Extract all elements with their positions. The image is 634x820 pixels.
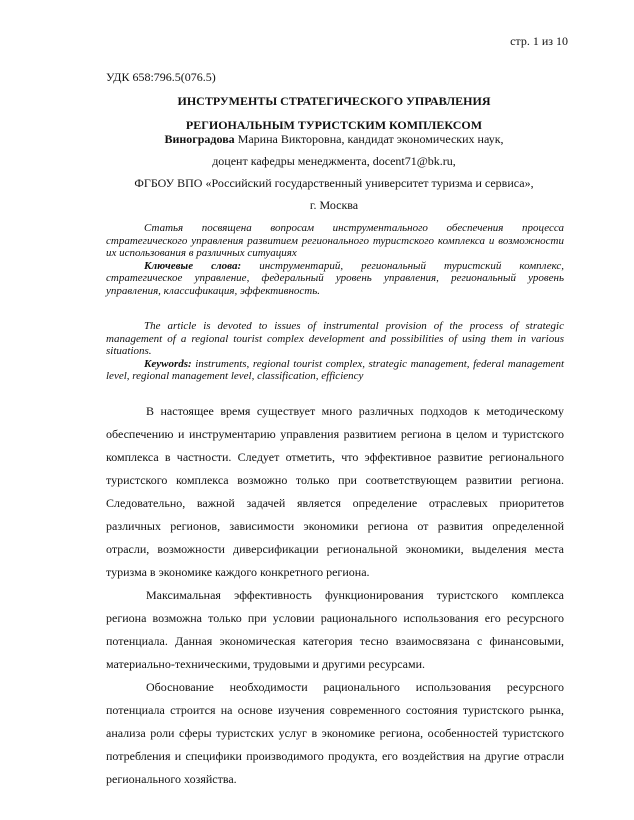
keywords-en (106, 358, 564, 383)
author-details: Марина Викторовна, кандидат экономических наук, (234, 132, 504, 146)
title-line-1: ИНСТРУМЕНТЫ СТРАТЕГИЧЕСКОГО УПРАВЛЕНИЯ (177, 94, 491, 108)
abstract-english (106, 320, 564, 383)
abstract-en-text: The article is devoted to issues of instrumental provision of the process of strategic management of a regional tourist complex development and possibilities of using them in various situations. (106, 320, 564, 357)
keywords-en-text: instruments, regional tourist complex, strategic management, federal management level, regional management level, classification, efficiency (106, 357, 564, 382)
page-number: стр. 1 из 10 (510, 34, 568, 48)
abstract-ru-text: Статья посвящена вопросам инструментального обеспечения процесса стратегического управления развитием регионального туристского комплекса и возможности их использования в различных ситуациях (106, 222, 564, 259)
body-paragraph-3: Обоснование необходимости рационального использования ресурсного потенциала строится на основе изучения современного состояния туристского рынка, анализа роли сферы туристских услуг в экономике региона, особенностей туристского потребления и специфики производимого продукта, его воздействия на другие отрасли регионального хозяйства. (106, 680, 564, 786)
abstract-russian (106, 222, 564, 297)
author-city: г. Москва (309, 198, 359, 212)
title-line-2: РЕГИОНАЛЬНЫМ ТУРИСТСКИМ КОМПЛЕКСОМ (185, 118, 483, 132)
keywords-ru (106, 260, 564, 298)
udk-code: УДК 658:796.5(076.5) (106, 70, 216, 84)
author-organization: ФГБОУ ВПО «Российский государственный университет туризма и сервиса», (134, 176, 534, 190)
keywords-ru-label: Ключевые слова: (144, 259, 242, 272)
author-line (106, 132, 562, 147)
author-position: доцент кафедры менеджмента, docent71@bk.ru, (212, 154, 456, 168)
body-paragraph-2: Максимальная эффективность функционирования туристского комплекса региона возможна только при условии рационального использования его ресурсного потенциала. Данная экономическая категория тесно взаимосвязана с финансовыми, материально-техническими, трудовыми и другими ресурсами. (106, 588, 564, 671)
keywords-ru-text: инструментарий, региональный туристский комплекс, стратегическое управление, федеральный уровень управления, региональный уровень управления, классификация, эффективность. (106, 259, 564, 297)
author-surname: Виноградова (164, 132, 235, 146)
body-paragraph-1: В настоящее время существует много различных подходов к методическому обеспечению и инструментарию управления развитием региона в целом и туристского комплекса в частности. Следует отметить, что эффективное развитие регионального туристского комплекса возможно только при соответствующем развитии региона. Следовательно, важной задачей является определение отраслевых приоритетов различных регионов, зависимости экономики региона от развития определенной отрасли, возможности диверсификации региональной экономики, выделения места туризма в экономике каждого конкретного региона. (106, 404, 564, 579)
keywords-en-label: Keywords: (144, 357, 192, 370)
article-body (106, 400, 564, 791)
